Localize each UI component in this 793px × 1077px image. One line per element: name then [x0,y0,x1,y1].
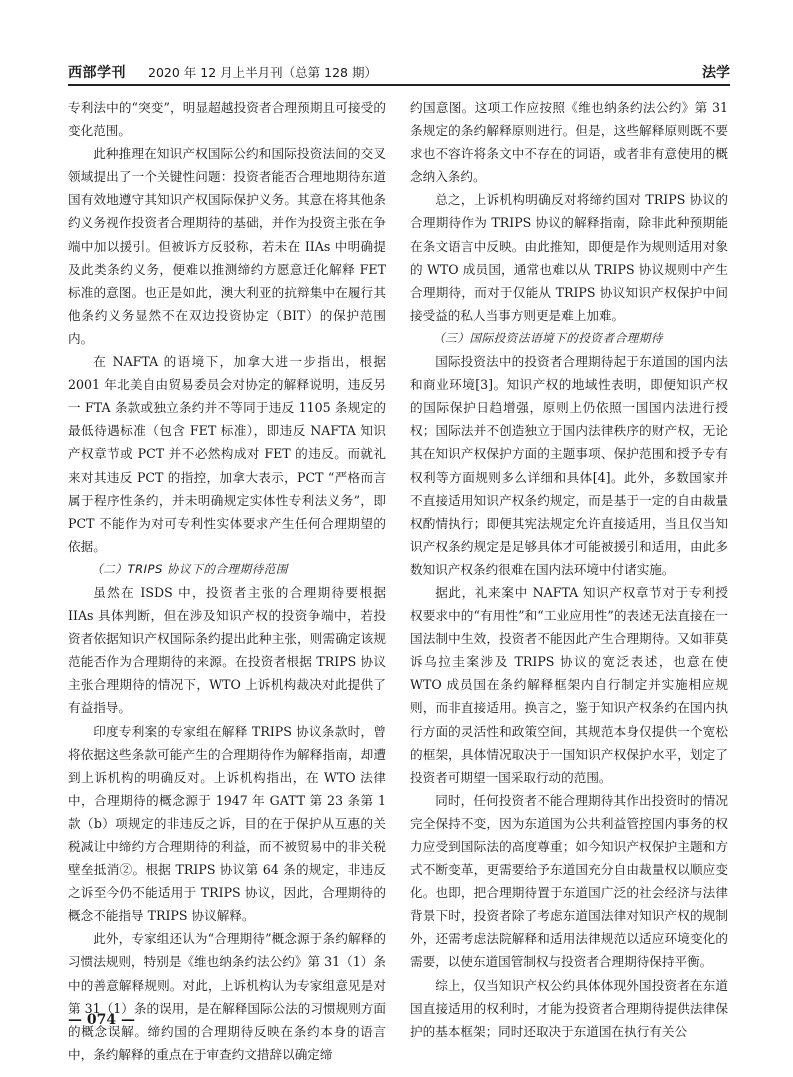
paragraph: 虽然在 ISDS 中，投资者主张的合理期待要根据 IIAs 具体判断，但在涉及知识产权的投资争端中，若投资者依据知识产权国际条约提出此种主张，则需确定该规范能否作为合理期待的来源。在投资者根据 TRIPS 协议主张合理期待的情况下，WTO 上诉机构裁决对此提供了有益指导。 [68,584,386,716]
paragraph: 国际投资法中的投资者合理期待起于东道国的国内法和商业环境[3]。知识产权的地域性表明，即便知识产权的国际保护日趋增强，原则上仍依照一国国内法进行授权；国际法并不创造独立于国内法律秩序的财产权，无论其在知识产权保护方面的主题事项、保护范围和授予专有权利等方面规则多么详细和具体[4]。此外，多数国家并不直接适用知识产权条约规定，而是基于一定的自由裁量权酌情执行；即便其宪法规定允许直接适用，当且仅当知识产权条约规定是足够具体才可能被援引和适用，由此多数知识产权条约很难在国内法环境中付诸实施。 [410,354,728,577]
header-rule [68,84,730,86]
running-header [68,60,730,84]
paragraph: 此外，专家组还认为“合理期待”概念源于条约解释的习惯法规则，特别是《维也纳条约法公约》第 31（1）条中的善意解释规则。对此，上诉机构认为专家组意见是对第 31（1）条的误用，是在解释国际公法的习惯规则方面的概念误解。缔约国的合理期待反映在条约本身的语言中，条约解释的重点在于审查约文措辞以确定缔 [68,931,386,1062]
paragraph: 此种推理在知识产权国际公约和国际投资法间的交叉领域提出了一个关键性问题：投资者能否合理地期待东道国有效地遵守其知识产权国际保护义务。其意在将其他条约义务视作投资者合理期待的基础，并作为投资主张在争端中加以援引。但被诉方反驳称，若未在 IIAs 中明确提及此类条约义务，便难以推测缔约方愿意迁化解释 FET 标准的意图。也正是如此，澳大利亚的抗辩集中在履行其他条约义务显然不在双边投资协定（BIT）的保护范围内。 [68,146,386,346]
section-name: 法学 [702,65,730,81]
paragraph: 据此，礼来案中 NAFTA 知识产权章节对于专利授权要求中的“有用性”和“工业应用性”的表述无法直接在一国法制中生效，投资者不能因此产生合理期待。又如菲莫诉乌拉圭案涉及 TRIPS 协议的宽泛表述，也意在使 WTO 成员国在条约解释框架内自行制定并实施相应规则，而非直接适用。换言之，鉴于知识产权条约在国内执行方面的灵活性和政策空间，其规范本身仅提供一个宽松的框架，具体情况取决于一国知识产权保护水平，划定了投资者可期望一国采取行动的范围。 [410,584,728,785]
paragraph: 约国意图。这项工作应按照《维也纳条约法公约》第 31 条规定的条约解释原则进行。但是，这些解释原则既不要求也不容许将条文中不存在的词语，或者非有意使用的概念纳入条约。 [410,100,728,185]
paragraph: 总之，上诉机构明确反对将缔约国对 TRIPS 协议的合理期待作为 TRIPS 协议的解释指南，除非此种预期能在条文语言中反映。由此推知，即便是作为规则适用对象的 WTO 成员国，通常也难以从 TRIPS 协议规则中产生合理期待，而对于仅能从 TRIPS 协议知识产权保护中间接受益的私人当事方则更是难上加难。 [410,192,728,323]
paragraph: 在 NAFTA 的语境下，加拿大进一步指出，根据 2001 年北美自由贸易委员会对协定的解释说明，违反另一 FTA 条款或独立条约并不等同于违反 1105 条规定的最低待遇标准（包含 FET 标准），即违反 NAFTA 知识产权章节或 PCT 并不必然构成对 FET 的违反。而就礼来对其违反 PCT 的指控，加拿大表示，PCT “严格而言属于程序性条约，并未明确规定实体性专利法义务”，即 PCT 不能作为对可专利性实体要求产生任何合理期望的依据。 [68,354,386,554]
right-column [410,96,728,1043]
paragraph: 综上，仅当知识产权公约具体体现外国投资者在东道国直接适用的权利时，才能为投资者合理期待提供法律保护的基本框架；同时还取决于东道国在执行有关公 [410,977,728,1039]
left-column [68,96,386,1066]
section-heading: （二）TRIPS 协议下的合理期待范围 [91,561,288,576]
page-number: — 074 — [68,1012,135,1028]
paragraph: 印度专利案的专家组在解释 TRIPS 协议条款时，曾将依据这些条款可能产生的合理期待作为解释指南，却遭到上诉机构的明确反对。上诉机构指出，在 WTO 法律中，合理期待的概念源于 1947 年 GATT 第 23 条第 1 款（b）项规定的非违反之诉，目的在于保护从互惠的关税减让中缔约方合理期待的利益，而不被贸易中的非关税壁垒抵消②。根据 TRIPS 协议第 64 条的规定，非违反之诉至今仍不能适用于 TRIPS 协议，因此，合理期待的概念不能指导 TRIPS 协议解释。 [68,723,386,924]
section-heading: （三）国际投资法语境下的投资者合理期待 [433,330,663,345]
journal-name: 西部学刊 [68,65,126,81]
issue-info: 2020 年 12 月上半月刊（总第 128 期） [148,65,377,80]
paragraph: 专利法中的“突变”，明显超越投资者合理预期且可接受的变化范围。 [68,100,386,139]
paragraph: 同时，任何投资者不能合理期待其作出投资时的情况完全保持不变，因为东道国为公共利益管控国内事务的权力应受到国际法的高度尊重；如今知识产权保护主题和方式不断变革，更需要给予东道国充分自由裁量权以顺应变化。也即，把合理期待置于东道国广泛的社会经济与法律背景下时，投资者除了考虑东道国法律对知识产权的规制外，还需考虑法院解释和适用法律规范以适应环境变化的需要，以使东道国管制权与投资者合理期待保持平衡。 [410,792,728,970]
